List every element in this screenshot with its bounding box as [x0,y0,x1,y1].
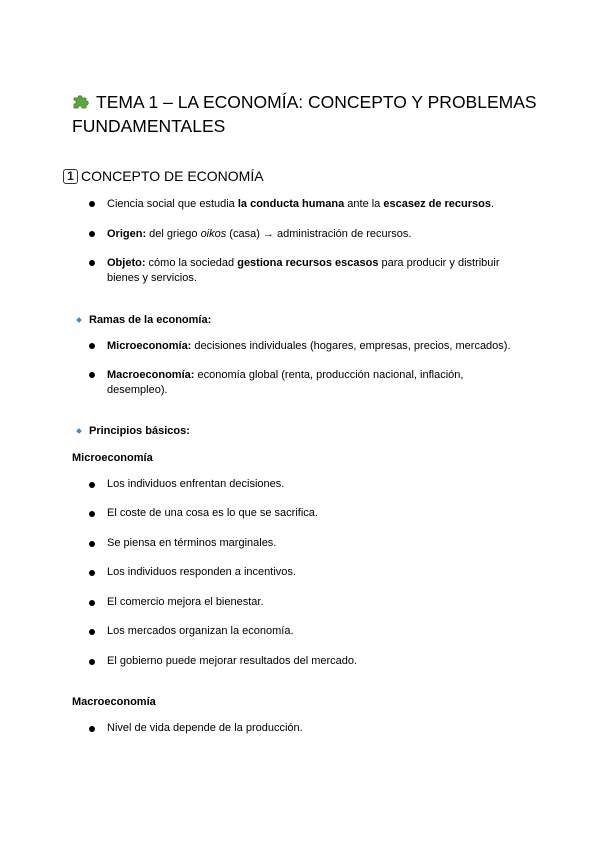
list-item: Macroeconomía: economía global (renta, producción nacional, inflación, desempleo). [107,369,464,396]
bullet-icon [89,541,95,547]
list-item: El coste de una cosa es lo que se sacrifica. [107,507,318,519]
page-title [72,90,542,138]
list-item: Los individuos enfrentan decisiones. [107,478,285,490]
list-item: Ciencia social que estudia la conducta humana ante la escasez de recursos. [107,198,495,210]
bullet-icon [89,201,95,207]
list-item: El gobierno puede mejorar resultados del mercado. [107,655,358,667]
bullet-icon [89,629,95,635]
ramas-heading: Ramas de la economía: [89,314,212,326]
bullet-icon [89,231,95,237]
micro-heading: Microeconomía [72,452,153,464]
list-item: El comercio mejora el bienestar. [107,596,264,608]
bullet-icon [89,726,95,732]
principios-heading: Principios básicos: [89,425,190,437]
list-item: Microeconomía: decisiones individuales (hogares, empresas, precios, mercados). [107,340,511,352]
list-item: Objeto: cómo la sociedad gestiona recursos escasos para producir y distribuir bienes y servicios. [107,257,500,284]
bullet-icon [89,343,95,349]
bullet-icon [89,260,95,266]
list-item: Los individuos responden a incentivos. [107,566,296,578]
diamond-bullet-icon [76,317,82,323]
macro-heading: Macroeconomía [72,696,156,708]
bullet-icon [89,600,95,606]
bullet-icon [89,372,95,378]
bullet-icon [89,659,95,665]
bullet-icon [89,511,95,517]
section-heading-text: CONCEPTO DE ECONOMÍA [81,168,264,184]
diamond-bullet-icon [76,428,82,434]
puzzle-piece-icon [72,92,92,110]
list-item: Se piensa en términos marginales. [107,537,277,549]
bullet-icon [89,482,95,488]
list-item: Nivel de vida depende de la producción. [107,722,303,734]
bullet-icon [89,570,95,576]
section-heading-concepto [63,166,264,186]
number-one-icon: 1 [63,169,78,184]
list-item: Origen: del griego oikos (casa) → administración de recursos. [107,228,412,240]
page-title-text: TEMA 1 – LA ECONOMÍA: CONCEPTO Y PROBLEMAS FUNDAMENTALES [72,92,537,136]
list-item: Los mercados organizan la economía. [107,625,294,637]
